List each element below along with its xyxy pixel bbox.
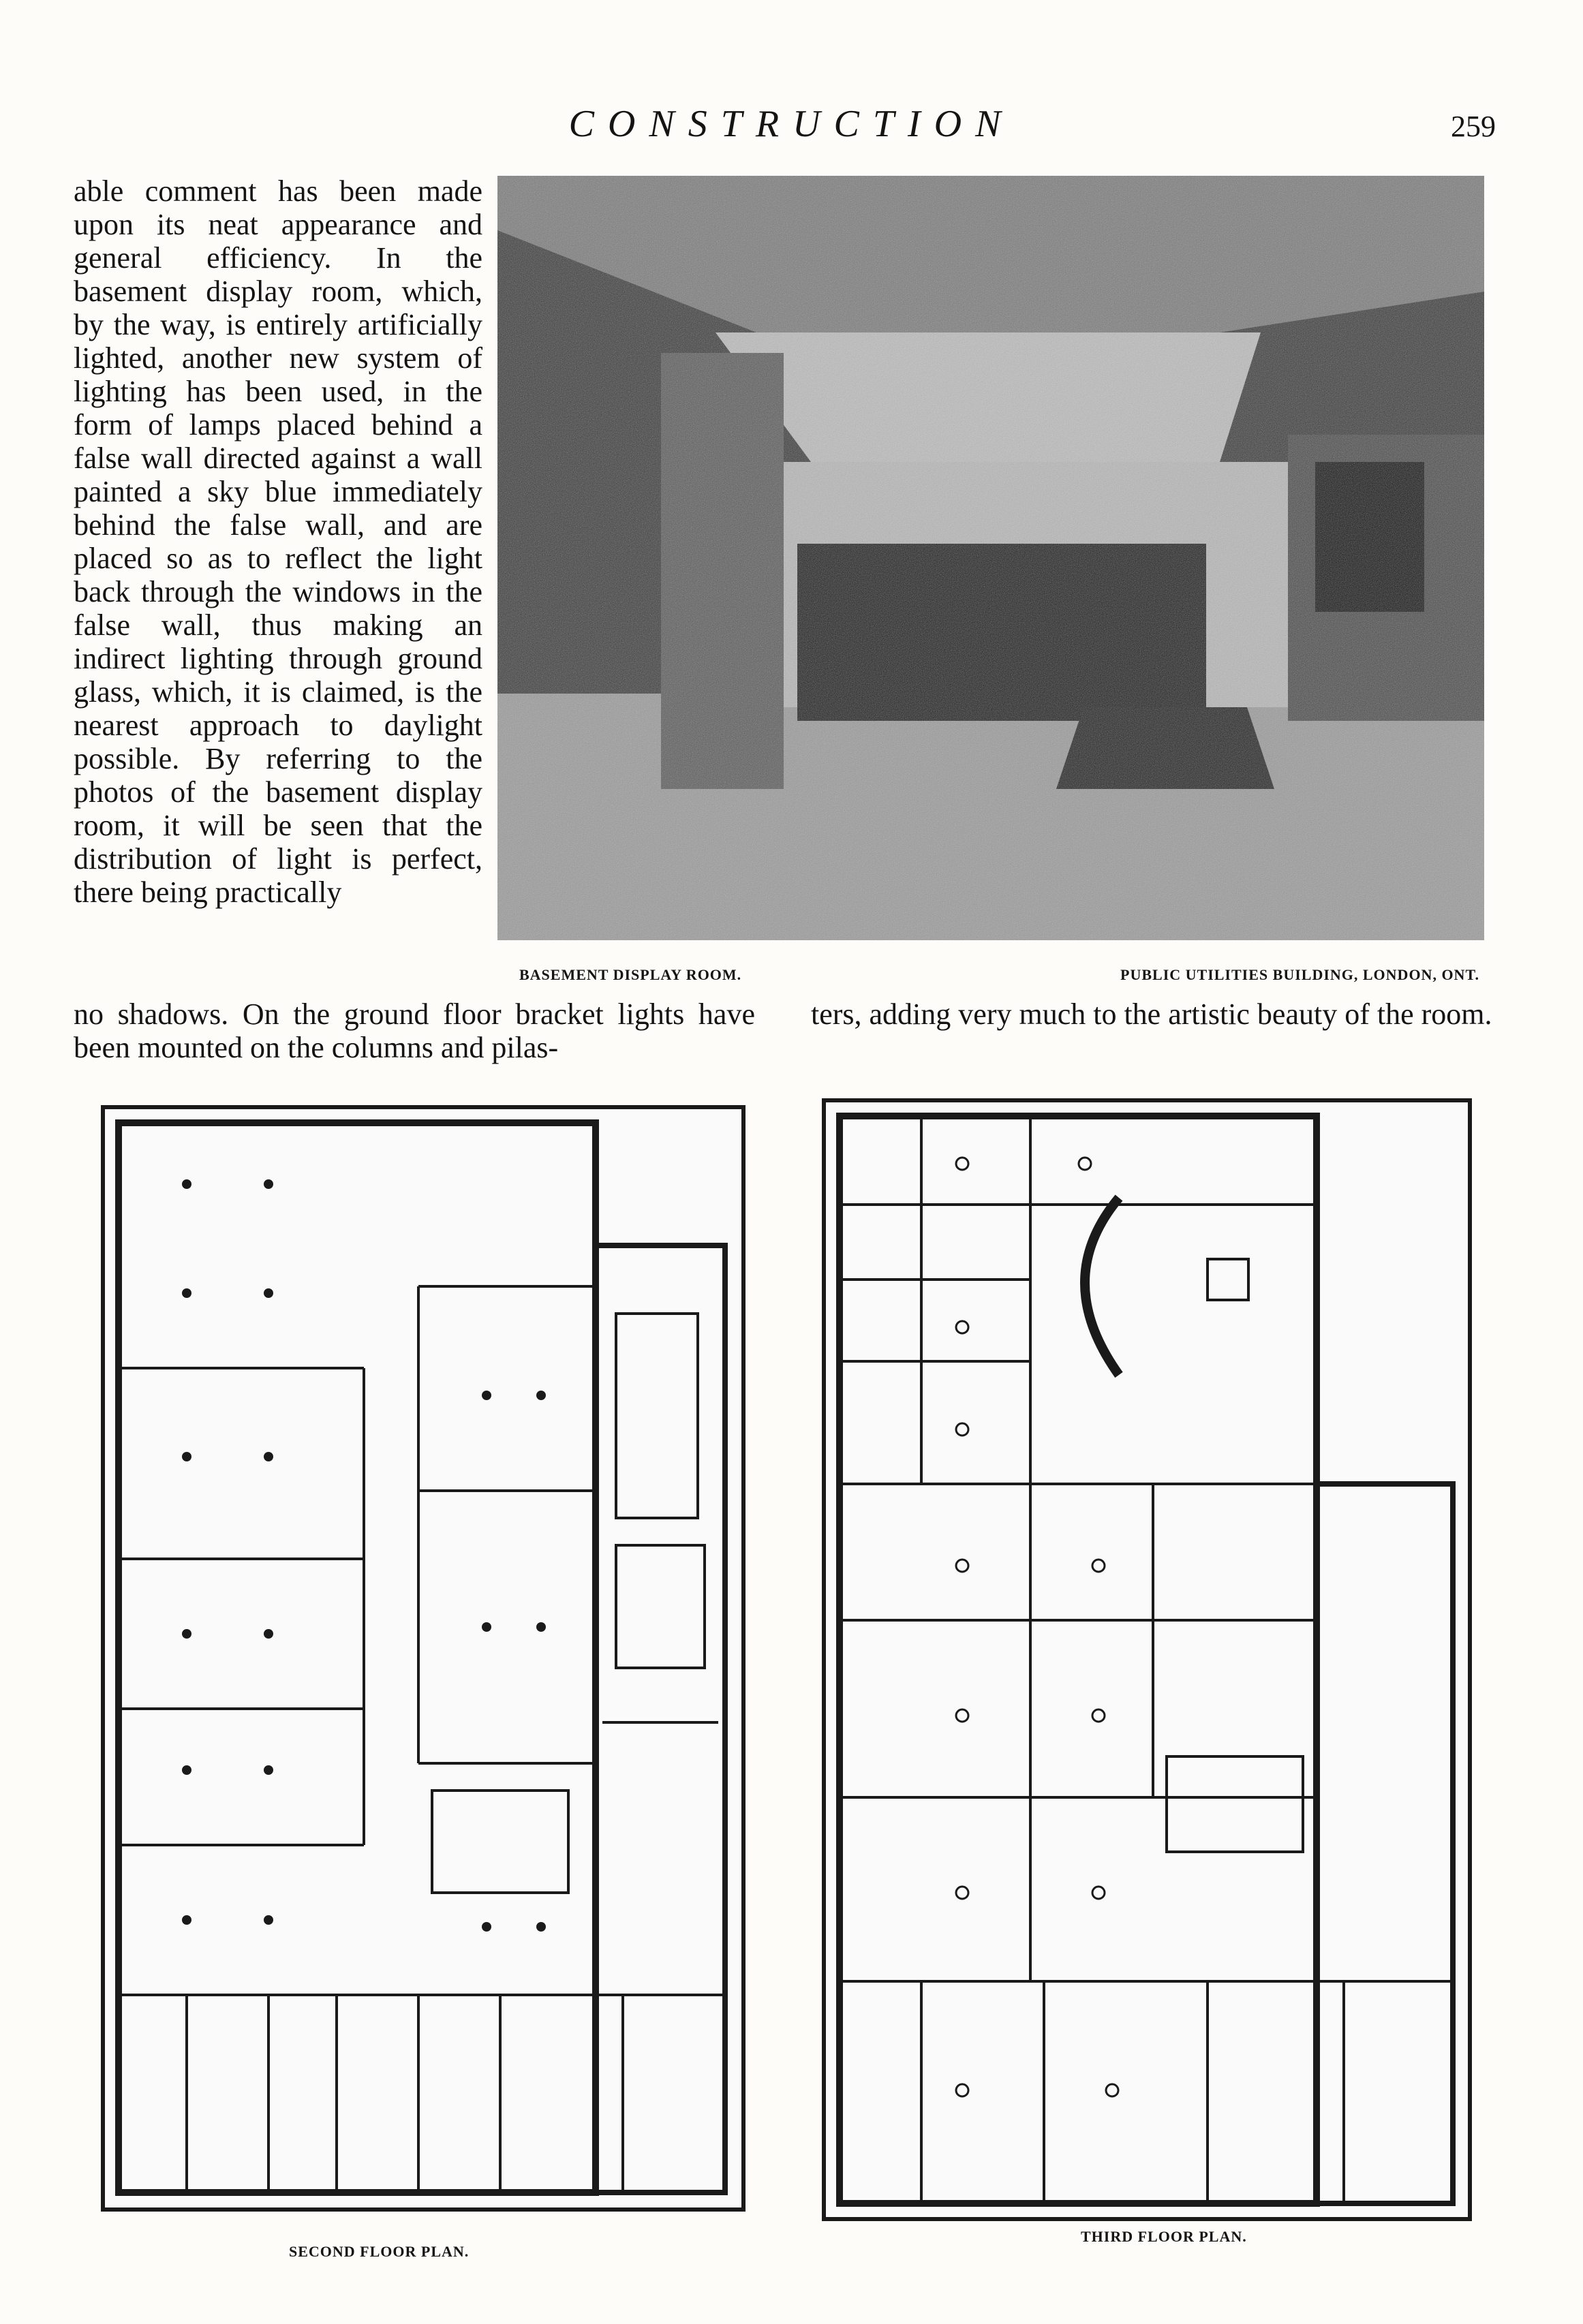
second-floor-plan: [101, 1105, 746, 2212]
page-header: [0, 102, 1583, 157]
body-text-bottom-right: ters, adding very much to the artistic beauty of the room.: [811, 997, 1492, 1031]
running-head: CONSTRUCTION: [568, 103, 1015, 145]
basement-display-room-photo: [497, 176, 1484, 940]
third-floor-plan-caption: THIRD FLOOR PLAN.: [1081, 2228, 1247, 2245]
third-floor-plan: [822, 1098, 1472, 2221]
second-floor-plan-caption: SECOND FLOOR PLAN.: [289, 2243, 470, 2260]
photo-caption-left: BASEMENT DISPLAY ROOM.: [519, 966, 742, 983]
body-text-bottom-left: no shadows. On the ground floor bracket lights have been mounted on the columns and pilas-: [74, 997, 755, 1064]
body-text-left-column: able comment has been made upon its neat appearance and general efficiency. In the basement display room, which, by the way, is entirely artificially lighted, another new system of lighting has been used, in the form of lamps placed behind a false wall directed against a wall painted a sky blue immediately behind the false wall, and are placed so as to reflect the light back through the windows in the false wall, thus making an indirect lighting through ground glass, which, it is claimed, is the nearest approach to daylight possible. By referring to the photos of the basement display room, it will be seen that the distribution of light is perfect, there being practically: [74, 174, 482, 909]
photo-caption-right: PUBLIC UTILITIES BUILDING, LONDON, ONT.: [1120, 966, 1479, 983]
page-number: 259: [1451, 110, 1496, 143]
